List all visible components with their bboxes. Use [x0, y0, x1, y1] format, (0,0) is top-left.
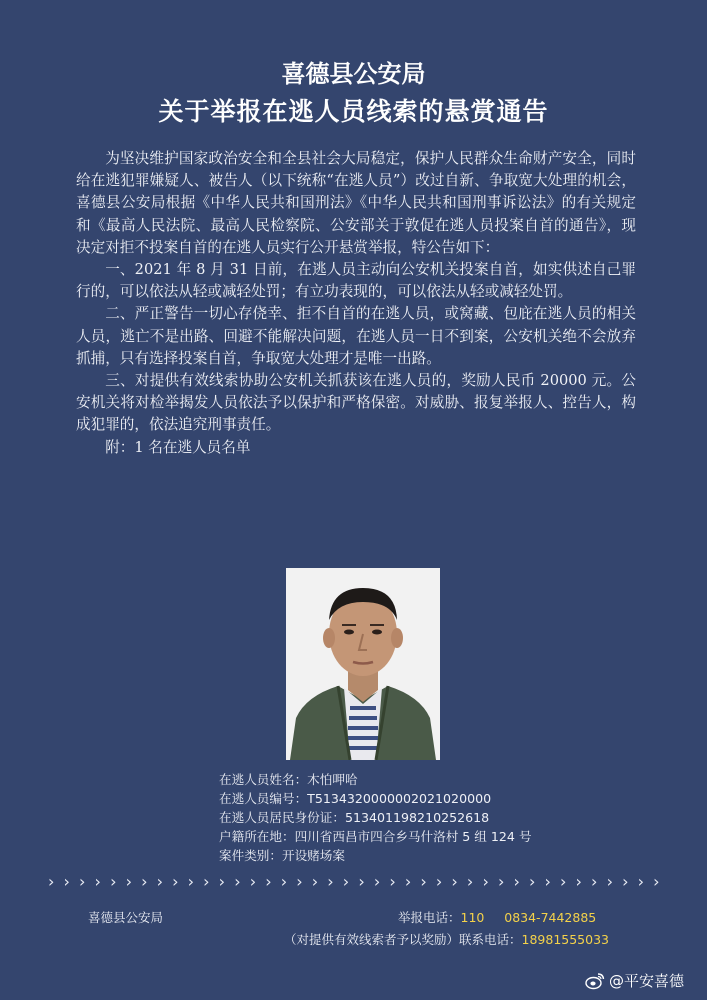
info-value: T5134320000002021020000	[307, 791, 492, 806]
chevron-right-icon: ›	[156, 872, 164, 891]
reward-note: （对提供有效线索者予以奖励）联系电话：	[284, 932, 522, 947]
chevron-right-icon: ›	[528, 872, 536, 891]
info-label: 在逃人员居民身份证：	[219, 810, 345, 825]
chevron-right-icon: ›	[420, 872, 427, 891]
chevron-right-icon: ›	[482, 872, 489, 891]
watermark-text: @平安喜德	[609, 972, 685, 990]
chevron-divider	[48, 874, 660, 890]
chevron-right-icon: ›	[575, 872, 582, 891]
clause-1: 一、2021 年 8 月 31 日前，在逃人员主动向公安机关投案自首，如实供述自己罪行的，可以依法从轻或减轻处罚；有立功表现的，可以依法从轻或减轻处罚。	[76, 261, 636, 301]
chevron-right-icon: ›	[249, 872, 257, 891]
chevron-right-icon: ›	[342, 872, 350, 891]
chevron-right-icon: ›	[141, 872, 148, 891]
info-label: 户籍所在地：	[219, 829, 295, 844]
notice-body	[76, 148, 636, 459]
info-label: 在逃人员姓名：	[219, 772, 308, 787]
chevron-right-icon: ›	[637, 872, 644, 891]
chevron-right-icon: ›	[172, 872, 179, 891]
chevron-right-icon: ›	[311, 872, 319, 891]
chevron-right-icon: ›	[435, 872, 443, 891]
footer-report-phone	[398, 908, 596, 926]
notice-title: 关于举报在逃人员线索的悬赏通告	[158, 97, 549, 126]
chevron-right-icon: ›	[79, 872, 86, 891]
info-value: 木怕呷哈	[307, 772, 358, 787]
chevron-right-icon: ›	[513, 872, 520, 891]
report-phone-110: 110	[460, 910, 485, 925]
fugitive-info	[219, 770, 532, 865]
chevron-right-icon: ›	[265, 872, 272, 891]
chevron-right-icon: ›	[606, 872, 613, 891]
info-value: 开设赌场案	[281, 848, 345, 863]
info-value: 四川省西昌市四合乡马什洛村 5 组 124 号	[294, 829, 532, 844]
footer-contact	[284, 930, 609, 948]
chevron-right-icon: ›	[451, 872, 458, 891]
chevron-right-icon: ›	[94, 872, 101, 891]
chevron-right-icon: ›	[63, 872, 70, 891]
chevron-right-icon: ›	[234, 872, 241, 891]
chevron-right-icon: ›	[591, 872, 598, 891]
info-row-name	[219, 770, 532, 789]
chevron-right-icon: ›	[497, 872, 505, 891]
report-phone-landline: 0834-7442885	[504, 910, 597, 925]
info-row-residence	[219, 827, 532, 846]
info-row-number	[219, 789, 532, 808]
agency-title: 喜德县公安局	[281, 59, 426, 88]
chevron-right-icon: ›	[404, 872, 412, 891]
report-phone-label: 举报电话：	[398, 910, 461, 925]
chevron-right-icon: ›	[358, 872, 365, 891]
chevron-right-icon: ›	[280, 872, 288, 891]
info-row-case-type	[219, 846, 532, 865]
chevron-right-icon: ›	[327, 872, 334, 891]
chevron-right-icon: ›	[653, 872, 660, 891]
attachment-note: 附：1 名在逃人员名单	[105, 438, 251, 456]
clause-3: 三、对提供有效线索协助公安机关抓获该在逃人员的，奖励人民币 20000 元。公安机关将对检举揭发人员依法予以保护和严格保密。对威胁、报复举报人、控告人，构成犯罪的，依法追究刑事责任。	[76, 372, 636, 434]
chevron-right-icon: ›	[389, 872, 396, 891]
chevron-right-icon: ›	[218, 872, 226, 891]
fugitive-photo	[286, 568, 440, 760]
chevron-right-icon: ›	[187, 872, 195, 891]
clause-2: 二、严正警告一切心存侥幸、拒不自首的在逃人员，或窝藏、包庇在逃人员的相关人员，逃亡不是出路、回避不能解决问题，在逃人员一日不到案，公安机关绝不会放弃抓捕，只有选择投案自首，争取宽大处理才是唯一出路。	[76, 305, 636, 367]
info-row-id-card	[219, 808, 532, 827]
chevron-right-icon: ›	[296, 872, 303, 891]
footer-agency: 喜德县公安局	[88, 910, 164, 925]
info-label: 在逃人员编号：	[219, 791, 308, 806]
chevron-right-icon: ›	[544, 872, 551, 891]
chevron-right-icon: ›	[125, 872, 132, 891]
intro-paragraph: 为坚决维护国家政治安全和全县社会大局稳定，保护人民群众生命财产安全，同时给在逃犯罪嫌疑人、被告人（以下统称“在逃人员”）改过自新、争取宽大处理的机会，喜德县公安局根据《中华人民共和国刑法》《中华人民共和国刑事诉讼法》的有关规定和《最高人民法院、最高人民检察院、公安部关于敦促在逃人员投案自首的通告》，现决定对拒不投案自首的在逃人员实行公开悬赏举报，特公告如下：	[76, 150, 636, 256]
chevron-right-icon: ›	[466, 872, 474, 891]
contact-mobile: 18981555033	[521, 932, 609, 947]
chevron-right-icon: ›	[48, 872, 55, 891]
chevron-right-icon: ›	[203, 872, 210, 891]
weibo-watermark	[585, 970, 684, 991]
chevron-right-icon: ›	[622, 872, 629, 891]
info-label: 案件类别：	[219, 848, 282, 863]
person-portrait-icon	[286, 568, 440, 760]
info-value: 513401198210252618	[344, 810, 490, 825]
chevron-right-icon: ›	[373, 872, 381, 891]
chevron-right-icon: ›	[560, 872, 567, 891]
chevron-right-icon: ›	[110, 872, 117, 891]
weibo-logo-icon	[585, 972, 605, 990]
